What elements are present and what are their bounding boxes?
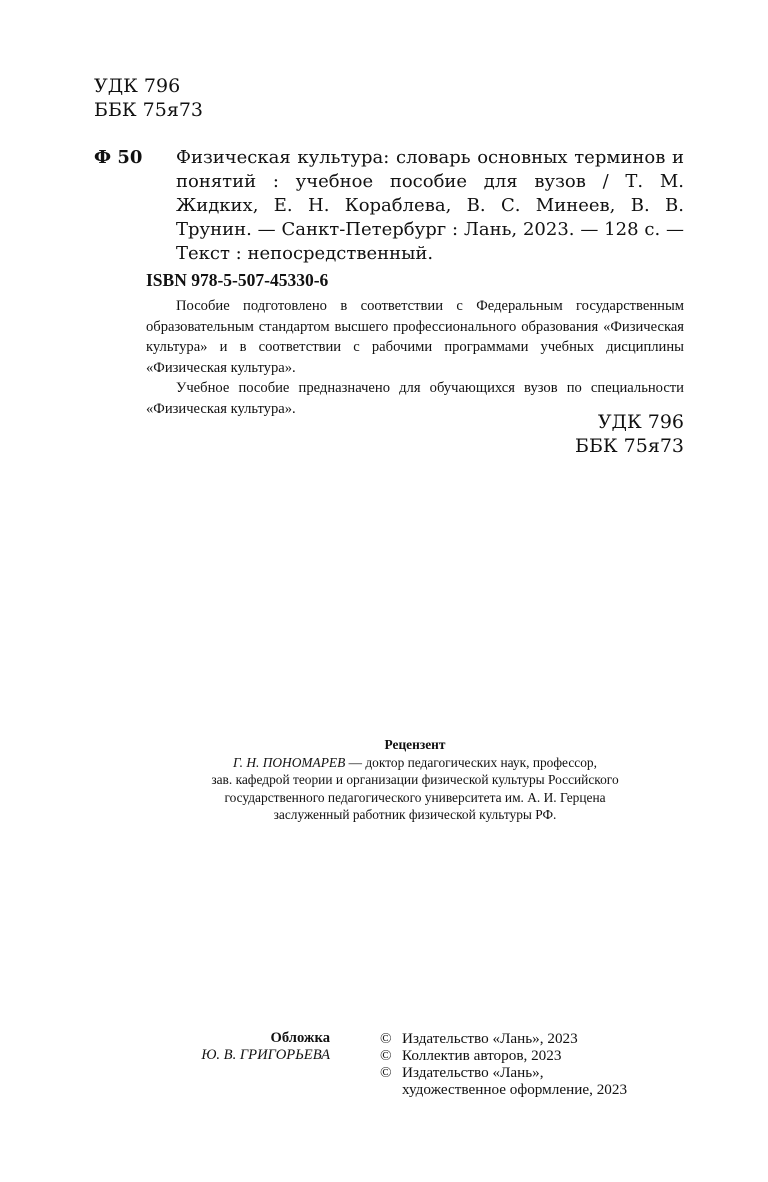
copyright-block — [380, 1030, 627, 1098]
annotation-paragraph-2: Учебное пособие предназначено для обучающихся вузов по специальности «Физическая культура». — [146, 380, 684, 417]
reviewer-line-1 — [146, 754, 684, 772]
reviewer-name: Г. Н. ПОНОМАРЕВ — [233, 754, 346, 770]
cover-artist: Ю. В. ГРИГОРЬЕВА — [201, 1047, 330, 1063]
copyright-line-1: © Издательство «Лань», 2023 — [380, 1030, 578, 1047]
copyright-line-2: © Коллектив авторов, 2023 — [380, 1047, 562, 1064]
annotation — [146, 296, 684, 419]
reviewer-line-4: заслуженный работник физической культуры РФ. — [273, 807, 557, 822]
isbn: ISBN 978-5-507-45330-6 — [146, 270, 329, 290]
copyright-icon: © — [380, 1030, 392, 1047]
cover-heading: Обложка — [270, 1030, 330, 1046]
reviewer-block — [146, 736, 684, 824]
cover-credit — [146, 1030, 330, 1064]
copyright-line-4: художественное оформление, 2023 — [402, 1081, 628, 1098]
author-mark: Ф 50 — [94, 147, 143, 168]
reviewer-line-2: зав. кафедрой теории и организации физической культуры Российского — [211, 772, 619, 787]
annotation-paragraph-1: Пособие подготовлено в соответствии с Федеральным государственным образовательным стандартом высшего профессионального образования «Физическая культура» и в соответствии с рабочими программами учебных дисциплины «Физическая культура». — [146, 298, 684, 376]
reviewer-line-3: государственного педагогического университета им. А. И. Герцена — [224, 789, 606, 805]
copyright-icon: © — [380, 1064, 392, 1081]
copyright-icon: © — [380, 1047, 392, 1064]
bibliographic-description: Физическая культура: словарь основных терминов и понятий : учебное пособие для вузов / Т. М. Жидких, Е. Н. Кораблева, В. С. Минеев, В. В. Трунин. — Санкт-Петербург : Лань, 2023. — 128 с. — Текст : непосредственный. — [176, 147, 684, 264]
udk-bbk-footer — [575, 410, 684, 458]
reviewer-title: — доктор педагогических наук, профессор, — [345, 754, 597, 770]
bbk-code: ББК 75я73 — [94, 99, 204, 121]
udk-bbk-header — [94, 74, 203, 122]
udk-code-right: УДК 796 — [597, 411, 684, 433]
catalog-entry — [94, 146, 684, 266]
bbk-code-right: ББК 75я73 — [574, 435, 684, 457]
copyright-line-3: © Издательство «Лань», — [380, 1064, 544, 1081]
reviewer-heading: Рецензент — [384, 737, 446, 752]
udk-code: УДК 796 — [94, 75, 181, 97]
